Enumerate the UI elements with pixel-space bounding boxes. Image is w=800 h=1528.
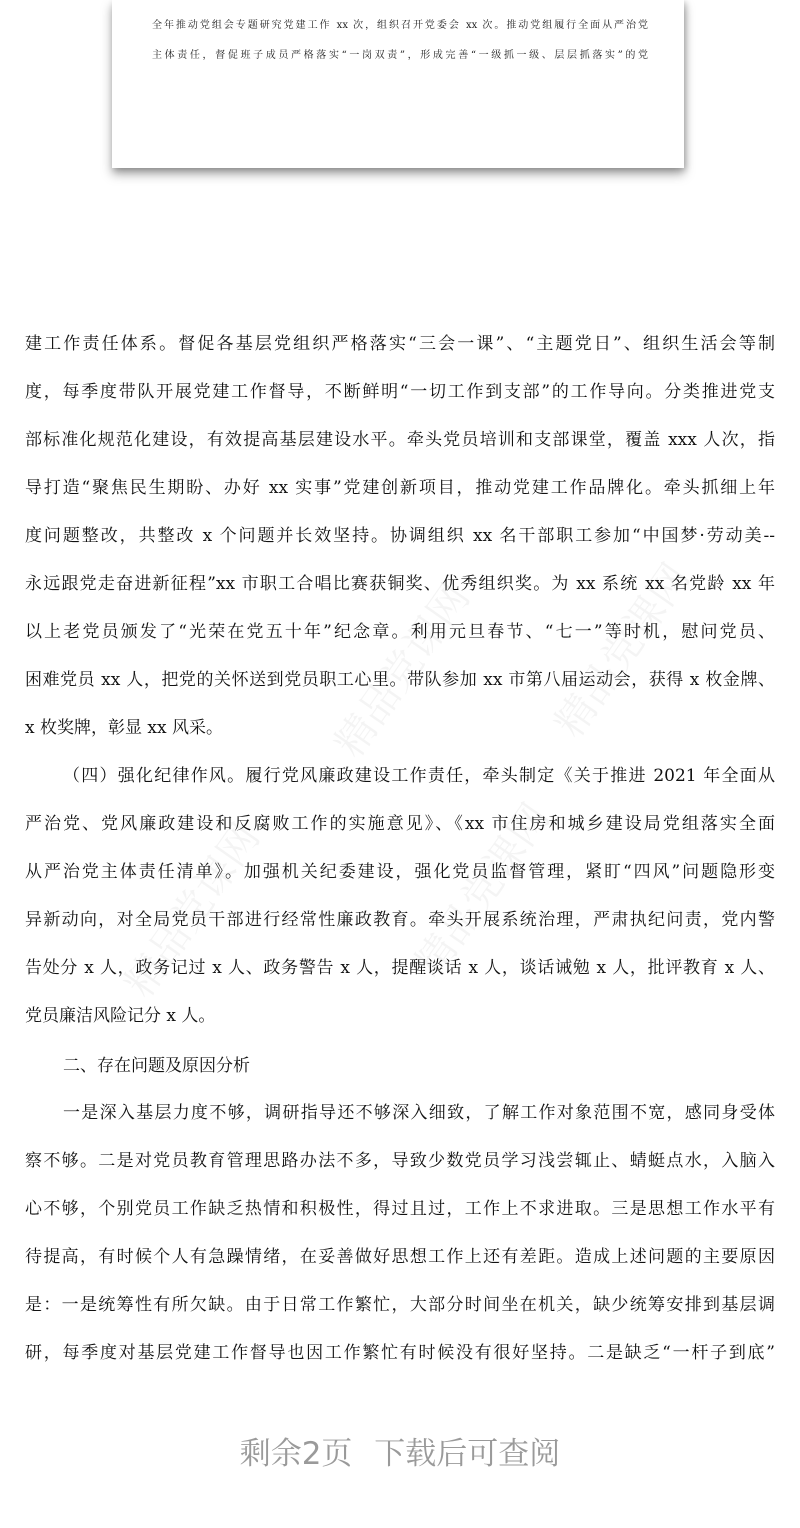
text-line: 异新动向，对全局党员干部进行经常性廉政教育。牵头开展系统治理，严肃执纪问责，党内警: [25, 910, 775, 930]
text-line: 困难党员 xx 人，把党的关怀送到党员职工心里。带队参加 xx 市第八届运动会，获得 x 枚金牌、: [25, 670, 775, 690]
text-line: 察不够。二是对党员教育管理思路办法不多，导致少数党员学习浅尝辄止、蜻蜓点水，入脑入: [25, 1151, 775, 1171]
text-line: 党员廉洁风险记分 x 人。: [25, 1006, 216, 1026]
text-line: 导打造“聚焦民生期盼、办好 xx 实事”党建创新项目，推动党建工作品牌化。牵头抓细上年: [25, 478, 775, 498]
text-line: 永远跟党走奋进新征程”xx 市职工合唱比赛获铜奖、优秀组织奖。为 xx 系统 xx 名党龄 xx 年: [25, 574, 775, 594]
text-line: （四）强化纪律作风。履行党风廉政建设工作责任，牵头制定《关于推进 2021 年全面从: [63, 766, 775, 786]
text-line: 从严治党主体责任清单》。加强机关纪委建设，强化党员监督管理，紧盯“四风”问题隐形变: [25, 862, 775, 882]
text-line: 严治党、党风廉政建设和反腐败工作的实施意见》、《xx 市住房和城乡建设局党组落实全面: [25, 814, 775, 834]
text-line: 建工作责任体系。督促各基层党组织严格落实“三会一课”、“主题党日”、组织生活会等制: [25, 334, 775, 354]
text-line: x 枚奖牌，彰显 xx 风采。: [25, 718, 223, 738]
text-line: 待提高，有时候个人有急躁情绪，在妥善做好思想工作上还有差距。造成上述问题的主要原因: [25, 1247, 775, 1267]
card-text-line: 主体责任，督促班子成员严格落实“一岗双责”，形成完善“一级抓一级、层层抓落实”的党: [152, 50, 648, 61]
card-text-line: 全年推动党组会专题研究党建工作 xx 次，组织召开党委会 xx 次。推动党组履行全面从严治党: [152, 20, 648, 31]
preview-page-card: [112, 0, 684, 168]
text-line: 心不够，个别党员工作缺乏热情和积极性，得过且过，工作上不求进取。三是思想工作水平有: [25, 1199, 775, 1219]
section-heading: 二、存在问题及原因分析: [63, 1056, 250, 1076]
text-line: 部标准化规范化建设，有效提高基层建设水平。牵头党员培训和支部课堂，覆盖 xxx 人次，指: [25, 430, 775, 450]
text-line: 度，每季度带队开展党建工作督导，不断鲜明“一切工作到支部”的工作导向。分类推进党支: [25, 382, 775, 402]
text-line: 一是深入基层力度不够，调研指导还不够深入细致，了解工作对象范围不宽，感同身受体: [63, 1103, 775, 1123]
remaining-pages-download-prompt[interactable]: 剩余2页 下载后可查阅: [239, 1436, 561, 1472]
text-line: 研，每季度对基层党建工作督导也因工作繁忙有时候没有很好坚持。二是缺乏“一杆子到底”: [25, 1343, 775, 1363]
text-line: 是：一是统筹性有所欠缺。由于日常工作繁忙，大部分时间坐在机关，缺少统筹安排到基层调: [25, 1295, 775, 1315]
text-line: 告处分 x 人，政务记过 x 人、政务警告 x 人，提醒谈话 x 人，谈话诫勉 x 人，批评教育 x 人、: [25, 958, 775, 978]
text-line: 以上老党员颁发了“光荣在党五十年”纪念章。利用元旦春节、“七一”等时机，慰问党员、: [25, 622, 775, 642]
text-line: 度问题整改，共整改 x 个问题并长效坚持。协调组织 xx 名干部职工参加“中国梦·劳动美--: [25, 526, 775, 546]
